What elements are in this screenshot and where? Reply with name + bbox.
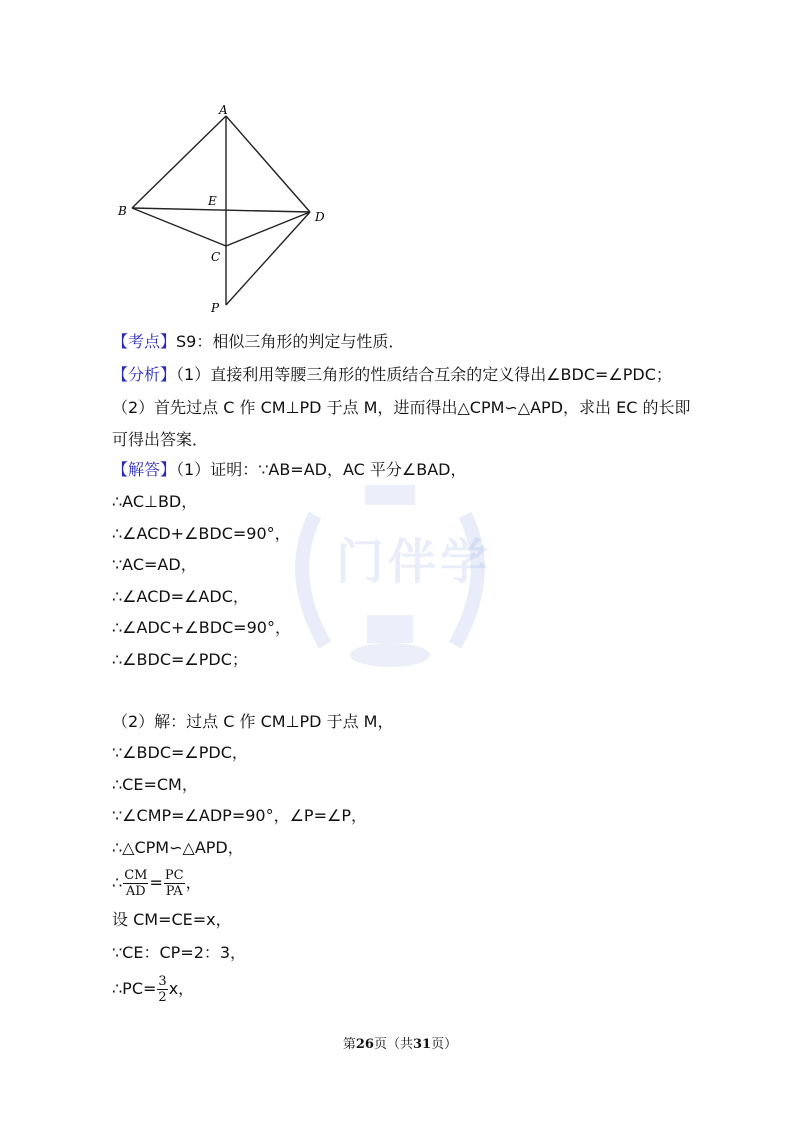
comma: ，	[185, 873, 202, 892]
watermark-text: 门伴学	[336, 534, 493, 590]
step-line: ∴CE=CM，	[112, 775, 198, 794]
kaodian-line	[112, 331, 404, 353]
step-line: ∵AC=AD，	[112, 555, 197, 574]
step-line: ∴AC⊥BD，	[112, 492, 198, 511]
fraction-denominator: AD	[125, 884, 146, 899]
segment-PD	[226, 212, 310, 305]
jieda-text: （1）证明：∵AB=AD，AC 平分∠BAD，	[176, 460, 467, 479]
fenxi-line-2: （2）首先过点 C 作 CM⊥PD 于点 M，进而得出△CPM∽△APD，求出 EC 的长即	[112, 398, 691, 417]
fraction-denominator: 2	[158, 990, 167, 1005]
kaodian-text: S9：相似三角形的判定与性质．	[176, 332, 405, 351]
fraction-pc-pa	[164, 868, 185, 899]
step-line: ∵∠CMP=∠ADP=90°，∠P=∠P，	[112, 806, 367, 825]
footer-total-pages: 31	[413, 1037, 432, 1052]
pc-suffix: x，	[168, 979, 195, 998]
fraction-numerator: 3	[158, 974, 167, 989]
step-line: ∴△CPM∽△APD，	[112, 838, 244, 857]
fraction-cm-ad	[123, 868, 148, 899]
label-A: A	[219, 103, 228, 117]
segment-BD	[132, 208, 310, 212]
label-D: D	[315, 210, 325, 224]
step-line: ∵CE：CP=2：3，	[112, 943, 247, 962]
jieda-tag: 【解答】	[112, 460, 177, 479]
step-line: ∴∠ACD=∠ADC，	[112, 587, 249, 606]
pc-prefix: ∴PC=	[112, 979, 157, 998]
jieda-line	[112, 459, 466, 481]
page-footer	[0, 1033, 800, 1052]
kaodian-tag: 【考点】	[112, 332, 177, 351]
label-B: B	[118, 204, 127, 218]
part2-heading: （2）解：过点 C 作 CM⊥PD 于点 M，	[112, 712, 394, 731]
footer-suffix: 页）	[431, 1037, 458, 1052]
fraction-three-halves	[157, 974, 167, 1005]
label-C: C	[211, 250, 221, 264]
fraction-numerator: CM	[124, 868, 148, 883]
fenxi-tag: 【分析】	[112, 365, 177, 384]
geometry-figure	[112, 100, 342, 320]
footer-prefix: 第	[342, 1037, 356, 1052]
step-line: ∴∠BDC=∠PDC；	[112, 650, 248, 669]
equals-sign: =	[149, 873, 163, 892]
footer-page-number: 26	[355, 1037, 374, 1052]
fraction-equation-line	[112, 868, 202, 899]
label-P: P	[211, 301, 220, 315]
step-line: 设 CM=CE=x，	[112, 910, 232, 929]
fenxi-text: （1）直接利用等腰三角形的性质结合互余的定义得出∠BDC=∠PDC；	[176, 365, 672, 384]
segment-CD	[226, 212, 310, 246]
fraction-numerator: PC	[164, 868, 184, 883]
segment-AD	[226, 116, 310, 212]
fraction-denominator: PA	[165, 884, 183, 899]
label-E: E	[208, 194, 217, 208]
step-line: ∴∠ADC+∠BDC=90°，	[112, 618, 291, 637]
fenxi-line	[112, 364, 672, 386]
step-line: ∵∠BDC=∠PDC，	[112, 743, 248, 762]
therefore-symbol: ∴	[112, 873, 123, 892]
step-line: ∴∠ACD+∠BDC=90°，	[112, 524, 291, 543]
fenxi-line-3: 可得出答案．	[112, 430, 209, 449]
footer-mid: 页（共	[373, 1037, 413, 1052]
segment-BC	[132, 208, 226, 246]
fraction-pc-line	[112, 974, 194, 1005]
